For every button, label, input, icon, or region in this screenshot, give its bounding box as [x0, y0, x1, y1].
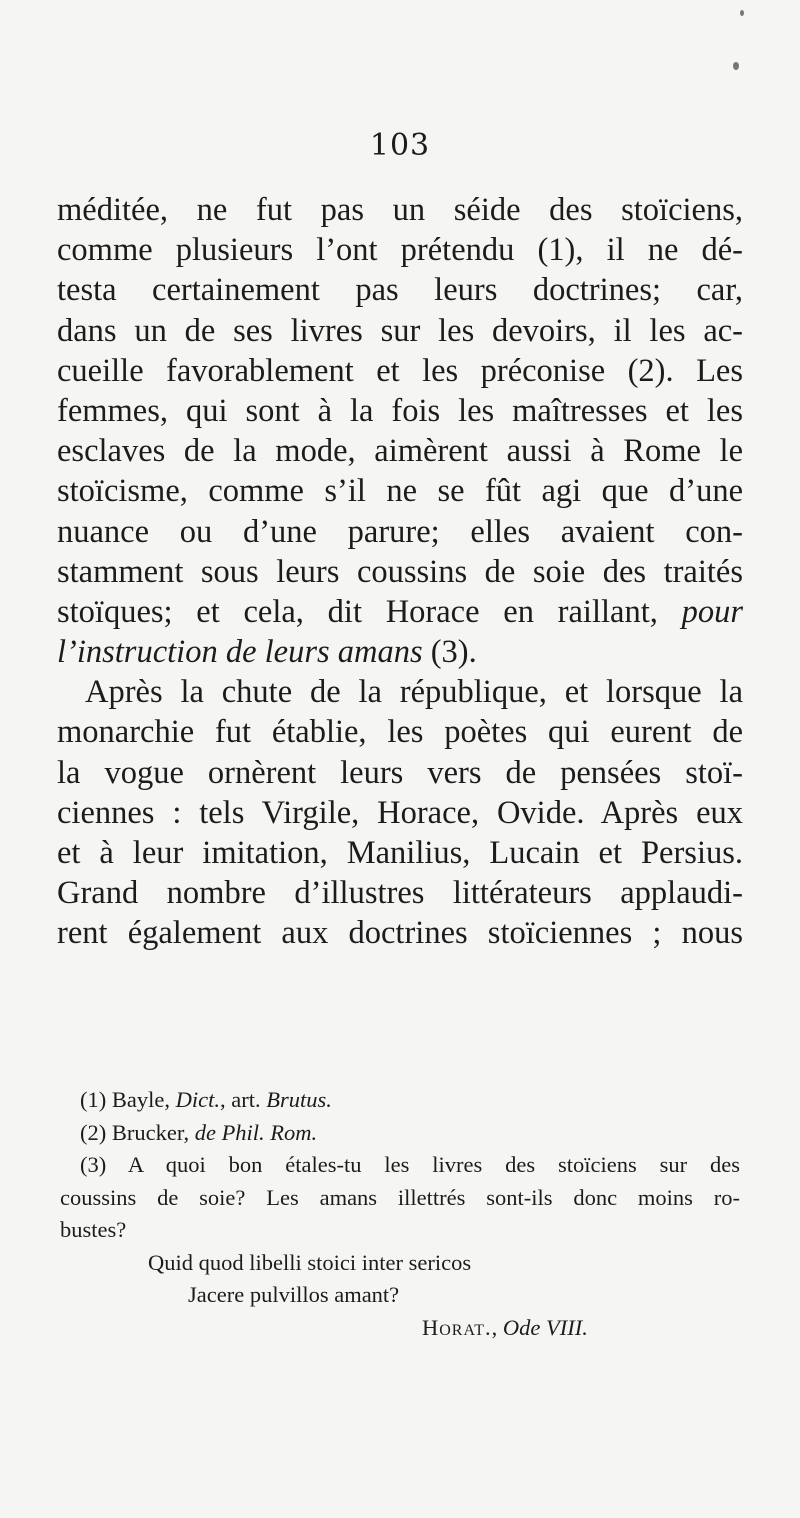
text-line: dans un de ses livres sur les devoirs, il les ac-	[57, 312, 743, 349]
text-line: femmes, qui sont à la fois les maîtresses et les	[57, 392, 743, 429]
footnote-2	[60, 1117, 740, 1150]
text-line: comme plusieurs l’ont prétendu (1), il ne dé-	[57, 232, 743, 269]
text-line: et à leur imitation, Manilius, Lucain et Persius.	[57, 835, 743, 871]
text-line: ciennes : tels Virgile, Horace, Ovide. Après eux	[57, 794, 743, 831]
verse-attribution	[60, 1312, 740, 1345]
footnote-italic: Dict.	[175, 1087, 220, 1112]
footnote-text: , art.	[219, 1087, 267, 1112]
ink-speck	[733, 62, 739, 70]
text-line: nuance ou d’une parure; elles avaient con-	[57, 513, 743, 550]
text-segment: stoïques; et cela, dit Horace en raillant,	[57, 593, 658, 630]
footnote-text: Brucker,	[106, 1119, 195, 1145]
text-line: cueille favorablement et les préconise (2). Les	[57, 352, 743, 389]
footnote-1	[60, 1084, 740, 1117]
italic-text: l’instruction de leurs amans	[57, 634, 423, 671]
text-line: méditée, ne fut pas un séide des stoïciens,	[57, 192, 743, 228]
footnote-italic: Brutus.	[266, 1087, 332, 1112]
footnote-ref: (3).	[422, 634, 477, 671]
text-line: stoïcisme, comme s’il ne se fût agi que d’une	[57, 473, 743, 510]
footnote-number: (1)	[80, 1087, 107, 1112]
text-line	[57, 632, 743, 672]
text-line	[57, 592, 743, 632]
verse-line: Jacere pulvillos amant?	[188, 1282, 400, 1307]
text-line: stamment sous leurs coussins de soie des traités	[57, 553, 743, 590]
footnote-3-line: coussins de soie? Les amans illettrés sont-ils donc moins ro-	[60, 1184, 740, 1210]
verse-line: Quid quod libelli stoici inter sericos	[148, 1249, 472, 1275]
body-text	[57, 190, 743, 954]
footnote-italic: de Phil. Rom.	[194, 1119, 318, 1145]
text-line: testa certainement pas leurs doctrines; car,	[57, 272, 743, 309]
attribution-separator: ,	[491, 1314, 503, 1340]
text-line: monarchie fut établie, les poètes qui eurent de	[57, 714, 743, 751]
italic-text: pour	[681, 593, 744, 630]
footnote-number: (2)	[80, 1119, 107, 1145]
attribution-work: Ode VIII.	[502, 1314, 588, 1340]
text-line: Après la chute de la république, et lorsque la	[85, 674, 743, 711]
footnote-3-line: bustes?	[60, 1217, 127, 1242]
footnotes	[60, 1084, 740, 1344]
footnote-3-line: (3) A quoi bon étales-tu les livres des stoïciens sur des	[80, 1152, 740, 1177]
attribution-author: Horat.	[422, 1314, 492, 1340]
text-line: la vogue ornèrent leurs vers de pensées stoï-	[57, 754, 743, 791]
page-number: 103	[369, 128, 431, 163]
text-line: Grand nombre d’illustres littérateurs applaudi-	[57, 875, 743, 912]
ink-speck	[740, 10, 744, 16]
text-line: rent également aux doctrines stoïciennes ; nous	[57, 915, 743, 952]
text-line: esclaves de la mode, aimèrent aussi à Rome le	[57, 433, 743, 470]
footnote-text: Bayle,	[106, 1087, 176, 1112]
